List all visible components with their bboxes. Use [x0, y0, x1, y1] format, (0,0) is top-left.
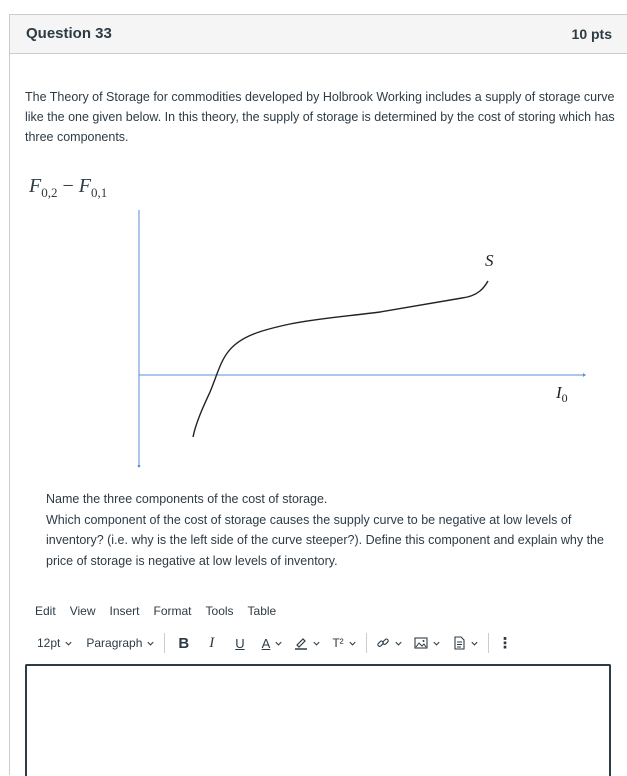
prompt-line-1: Name the three components of the cost of storage.: [46, 492, 328, 506]
font-size-value: 12pt: [37, 636, 61, 650]
menu-format[interactable]: Format: [153, 604, 192, 618]
editor-menubar: [35, 604, 290, 618]
italic-button[interactable]: I: [209, 634, 215, 651]
toolbar-divider: [488, 633, 489, 653]
underline-button[interactable]: U: [235, 635, 245, 651]
chevron-down-icon: [312, 639, 321, 648]
image-button[interactable]: [414, 636, 441, 650]
prompt-line-2: Which component of the cost of storage causes the supply curve to be negative at low levels of inventory? (i.e. why is the left side of the curve steeper?). Define this component and explain why the price of storage is negative at low levels of inventory.: [46, 512, 604, 568]
y-axis-label: $F_{0,2} - F_{0,1}$: [29, 175, 108, 200]
image-icon: [414, 636, 428, 650]
chevron-down-icon: [348, 639, 357, 648]
x-axis-label: $I_0$: [556, 383, 568, 405]
question-header: [10, 15, 627, 54]
question-intro: The Theory of Storage for commodities developed by Holbrook Working includes a supply of storage curve like the one given below. In this theory, the supply of storage is determined by the cost of storing which has three components.: [25, 90, 615, 144]
answer-editor[interactable]: [25, 664, 611, 776]
link-button[interactable]: [376, 636, 403, 650]
supply-of-storage-graph: [0, 150, 627, 480]
document-icon: [452, 636, 466, 650]
more-options-button[interactable]: ⋮: [497, 635, 513, 652]
chevron-down-icon: [394, 639, 403, 648]
font-size-select[interactable]: [37, 636, 73, 650]
question-title: Question 33: [26, 25, 112, 42]
supply-curve: [193, 281, 488, 437]
curve-label: S: [485, 251, 494, 270]
editor-toolbar: [37, 632, 513, 654]
menu-view[interactable]: View: [69, 604, 96, 618]
chevron-down-icon: [470, 639, 479, 648]
toolbar-divider: [164, 633, 165, 653]
bold-button[interactable]: B: [178, 634, 190, 652]
chevron-down-icon: [146, 639, 155, 648]
text-color-icon: A: [261, 635, 271, 651]
question-points: 10 pts: [571, 26, 612, 42]
link-icon: [376, 636, 390, 650]
chevron-down-icon: [274, 639, 283, 648]
menu-table[interactable]: Table: [247, 604, 277, 618]
x-axis-arrow: [583, 373, 586, 377]
question-prompt: [46, 489, 621, 571]
superscript-icon: T²: [332, 636, 344, 650]
highlighter-icon: [294, 636, 308, 650]
block-format-select[interactable]: [86, 636, 155, 650]
menu-insert[interactable]: Insert: [109, 604, 140, 618]
chevron-down-icon: [432, 639, 441, 648]
superscript-button[interactable]: [332, 636, 356, 650]
y-axis-arrow: [138, 465, 141, 468]
toolbar-divider: [366, 633, 367, 653]
menu-edit[interactable]: Edit: [35, 604, 56, 618]
document-button[interactable]: [452, 636, 479, 650]
chevron-down-icon: [64, 639, 73, 648]
text-color-button[interactable]: [262, 636, 284, 651]
menu-tools[interactable]: Tools: [205, 604, 234, 618]
block-format-value: Paragraph: [86, 636, 143, 650]
highlight-color-button[interactable]: [294, 636, 321, 650]
